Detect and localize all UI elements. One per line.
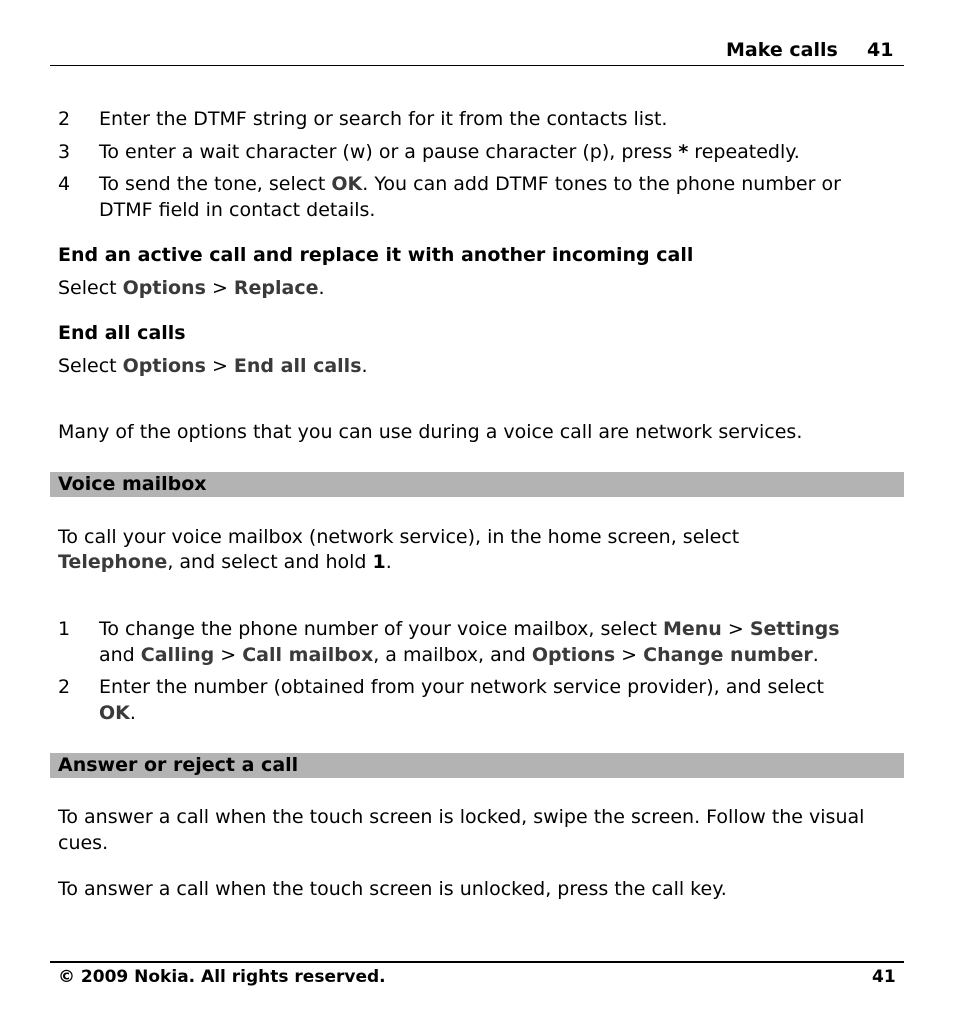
ui-term-options: Options [122,355,206,377]
instruction-end-all: Select Options > End all calls. [58,355,368,377]
ui-term-menu: Menu [662,618,722,640]
ui-term-ok: OK [99,702,130,724]
ui-term-ok: OK [331,173,363,195]
step-number: 1 [58,618,71,640]
footer-copyright: © 2009 Nokia. All rights reserved. [58,967,386,987]
subheading-end-all-calls: End all calls [58,322,186,344]
step-text: To change the phone number of your voice mailbox, select Menu > Settings [99,618,840,640]
ui-term-options: Options [531,644,616,666]
voice-mailbox-paragraph-line2: Telephone, and select and hold 1. [58,551,392,573]
answer-locked-line1: To answer a call when the touch screen is locked, swipe the screen. Follow the visual [58,806,865,828]
footer-page-number: 41 [872,967,896,987]
answer-unlocked: To answer a call when the touch screen is unlocked, press the call key. [58,878,727,900]
network-services-note: Many of the options that you can use during a voice call are network services. [58,421,803,443]
ui-term-options: Options [122,277,206,299]
step-number: 4 [58,173,71,195]
step-number: 2 [58,676,71,698]
header-rule [50,65,904,66]
instruction-replace: Select Options > Replace. [58,277,325,299]
key-1: 1 [372,551,386,573]
section-title: Voice mailbox [58,473,207,495]
key-asterisk: * [678,141,689,163]
ui-term-end-all-calls: End all calls [233,355,362,377]
step-number: 2 [58,108,71,130]
section-bar-answer-reject [50,753,904,778]
step-text: Enter the DTMF string or search for it from the contacts list. [99,108,668,130]
voice-mailbox-paragraph-line1: To call your voice mailbox (network service), in the home screen, select [58,526,740,548]
step-number: 3 [58,141,71,163]
answer-locked-line2: cues. [58,832,109,854]
running-header-title: Make calls [726,39,838,61]
step-text-continued: DTMF field in contact details. [99,199,376,221]
section-bar-voice-mailbox [50,472,904,497]
footer-rule [50,961,904,963]
step-text: To send the tone, select OK. You can add DTMF tones to the phone number or [99,173,841,195]
section-title: Answer or reject a call [58,754,299,776]
ui-term-telephone: Telephone [58,551,168,573]
ui-term-calling: Calling [140,644,215,666]
step-text-continued: and Calling > Call mailbox, a mailbox, and Options > Change number. [99,644,819,666]
step-text: To enter a wait character (w) or a pause character (p), press * repeatedly. [99,141,800,163]
step-text-continued: OK. [99,702,136,724]
running-header-page: 41 [867,39,894,61]
ui-term-replace: Replace [233,277,319,299]
ui-term-call-mailbox: Call mailbox [242,644,374,666]
ui-term-settings: Settings [749,618,840,640]
subheading-replace-call: End an active call and replace it with another incoming call [58,244,694,266]
ui-term-change-number: Change number [643,644,813,666]
step-text: Enter the number (obtained from your network service provider), and select [99,676,824,698]
